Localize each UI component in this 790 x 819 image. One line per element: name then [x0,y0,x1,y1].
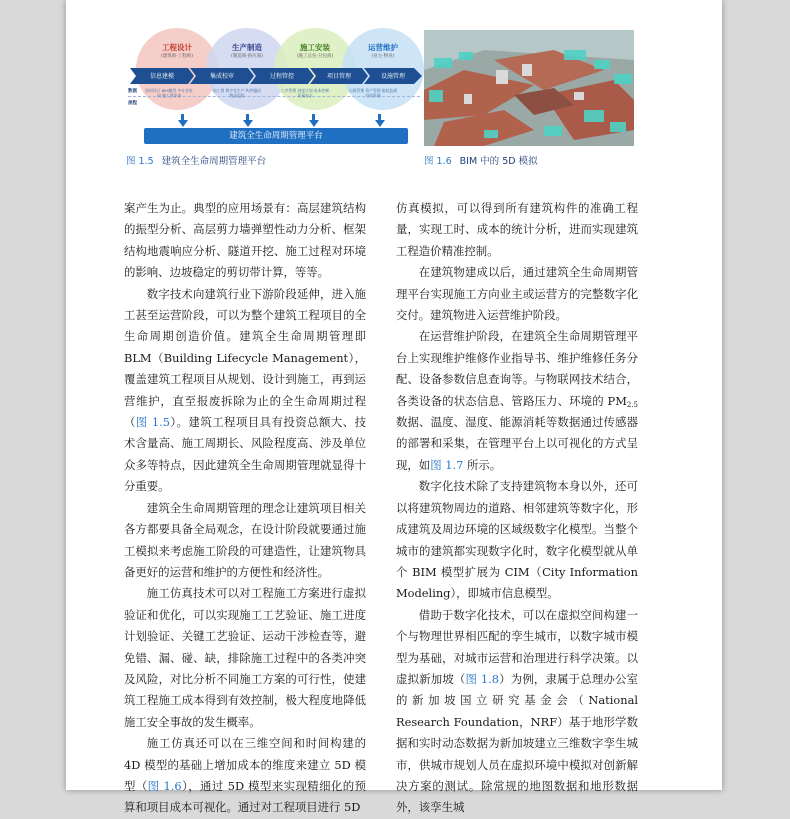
band-label-facility: 设施管理 [380,73,405,80]
paragraph [124,284,366,498]
paragraph [396,262,638,326]
paragraph-text: 施工仿真技术可以对工程施工方案进行虚拟验证和优化，可以实现施工工艺验证、施工进度计划验证、关键工艺验证、运动干涉检查等，避免错、漏、碰、缺，排除施工过程中的各类冲突及风险，对比分析不同施工方案的可行性，使建筑工程施工成本得到有效控制，极大程度地降低施工安全事故的发生概率。 [124,586,366,729]
detail-text-design: 协同设计 BIM模型 多专业协同 施工图审查 [145,88,193,98]
paragraph-text: 数据、温度、湿度、能源消耗等数据通过传感器的部署和采集，在管理平台上以可视化的方式呈现，如 [396,415,638,472]
band-label-review: 集成校审 [209,73,234,80]
paragraph [396,476,638,604]
figure-reference-link[interactable]: 图 1.6 [147,778,182,793]
stage-title-construction: 施工安装 [300,43,330,52]
figure-1-6-caption [424,153,538,167]
paragraph-text: 施工仿真还可以在三维空间和时间构建的 4D 模型的基础上增加成本的维度来建立 5D 模型（ [124,736,366,793]
paragraph-text: ）。建筑工程项目具有投资总额大、技术含量高、施工周期长、风险程度高、涉及单位众多等特点，因此建筑全生命周期管理就显得十分重要。 [124,415,366,494]
stage-title-design: 工程设计 [162,43,192,52]
stage-subtitle-manufacture: (制造商·供应商) [231,54,263,59]
paragraph [124,198,366,284]
figure-1-5-caption [126,153,266,167]
band-label-project: 项目管理 [326,73,351,80]
book-page [66,0,722,815]
stage-subtitle-operation: (业主·物业) [371,54,395,59]
figure-reference-link[interactable]: 图 1.5 [135,415,170,430]
stage-subtitle-construction: (施工总包·分包商) [296,54,334,59]
down-arrow-icon [309,120,319,127]
stage-subtitle-design: (建筑师·工程师) [161,54,193,59]
stage-title-operation: 运营维护 [368,43,398,52]
paragraph [124,583,366,733]
paragraph-text: ）为例，隶属于总理办公室的新加坡国立研究基金会（National Research Foundation，NRF）基于地形学数据和实时动态数据为新加坡建立三维数字孪生城市，供城市规划人员在虚拟环境中模拟对创新解决方案的测试。除常规的地图数据和地形数据外，该孪生城 [396,671,638,815]
detail-text-manufacture: 加工图 数字化生产 构件编码 物流追踪 [213,88,261,98]
stage-title-manufacture: 生产制造 [232,43,262,52]
detail-text-operation: 运维管理 资产管理 能耗监测 空间管理 [349,88,397,98]
paragraph-text: 案产生为止。典型的应用场景有：高层建筑结构的振型分析、高层剪力墙弹塑性动力分析、框架结构地震响应分析、隧道开挖、施工过程对环境的影响、边坡稳定的剪切带计算，等等。 [124,201,366,280]
right-text-column [396,198,638,819]
paragraph [124,733,366,819]
figure-caption-text: BIM 中的 5D 模拟 [459,156,538,167]
paragraph [396,605,638,819]
paragraph [396,198,638,262]
figure-number: 图 1.6 [424,156,452,167]
left-text-column [124,198,366,819]
paragraph [396,326,638,476]
paragraph-text: 仿真模拟，可以得到所有建筑构件的准确工程量，实现工时、成本的统计分析，进而实现建筑工程造价精准控制。 [396,201,638,258]
figure-caption-text: 建筑全生命周期管理平台 [161,156,267,167]
down-arrow-icon [375,120,385,127]
paragraph-text: 在建筑物建成以后，通过建筑全生命周期管理平台实现施工方向业主或运营方的完整数字化交付。建筑物进入运营维护阶段。 [396,265,638,323]
detail-text-construction: 工序管理 进度计划 成本控制 质量安全 [281,88,329,98]
paragraph-text: 在运营维护阶段，在建筑全生命周期管理平台上实现维护维修作业指导书、维护维修任务分配、设备参数信息查询等。与物联网技术结合，各类设备的状态信息、管路压力、环境的 PM [396,329,638,408]
figure-bim-5d-image [424,30,634,146]
paragraph-text: 数字化技术除了支持建筑物本身以外，还可以将建筑物周边的道路、相邻建筑等数字化，形成建筑及周边环境的区域级数字化模型。当整个城市的建筑都实现数字化时，数字化模型就从单个 BIM 模型扩展为 CIM（City Information Modeling），即城市信息模型。 [396,479,638,601]
band-label-control: 过程管控 [269,73,294,80]
figure-lifecycle-diagram [126,28,422,148]
down-arrow-icon [178,120,188,127]
side-label-process: 流程 [128,101,137,106]
paragraph-text: 借助于数字化技术，可以在虚拟空间构建一个与物理世界相匹配的孪生城市，以数字城市模型为基础，对城市运营和治理进行科学决策。以虚拟新加坡（ [396,607,638,686]
figure-number: 图 1.5 [126,156,154,167]
paragraph-text: 建筑全生命周期管理的理念让建筑项目相关各方都要具备全局观念，在设计阶段就要通过施工模拟来考虑施工阶段的可建造性，让建筑物具备更好的运营和维护的方便性和经济性。 [124,500,366,579]
down-arrow-icon [243,120,253,127]
paragraph-text: 所示。 [463,457,502,472]
figure-reference-link[interactable]: 图 1.8 [465,671,499,686]
band-label-modeling: 信息建模 [149,73,174,80]
paragraph-text: ），通过 5D 模型来实现精细化的预算和项目成本可视化。通过对工程项目进行 5D [124,778,366,815]
subscript-text: 2.5 [626,400,638,409]
figure-reference-link[interactable]: 图 1.7 [430,457,464,472]
side-label-data: 数据 [128,89,137,94]
platform-bar: 建筑全生命周期管理平台 [144,128,408,144]
paragraph [124,498,366,584]
paragraph-text: 数字技术向建筑行业下游阶段延伸，进入施工甚至运营阶段，可以为整个建筑工程项目的全生命周期创造价值。建筑全生命周期管理即 BLM（Building Lifecycle Management），覆盖建筑工程项目从规划、设计到施工，再到运营维护，直至报废拆除为止的全生命周期过程（ [124,286,366,430]
